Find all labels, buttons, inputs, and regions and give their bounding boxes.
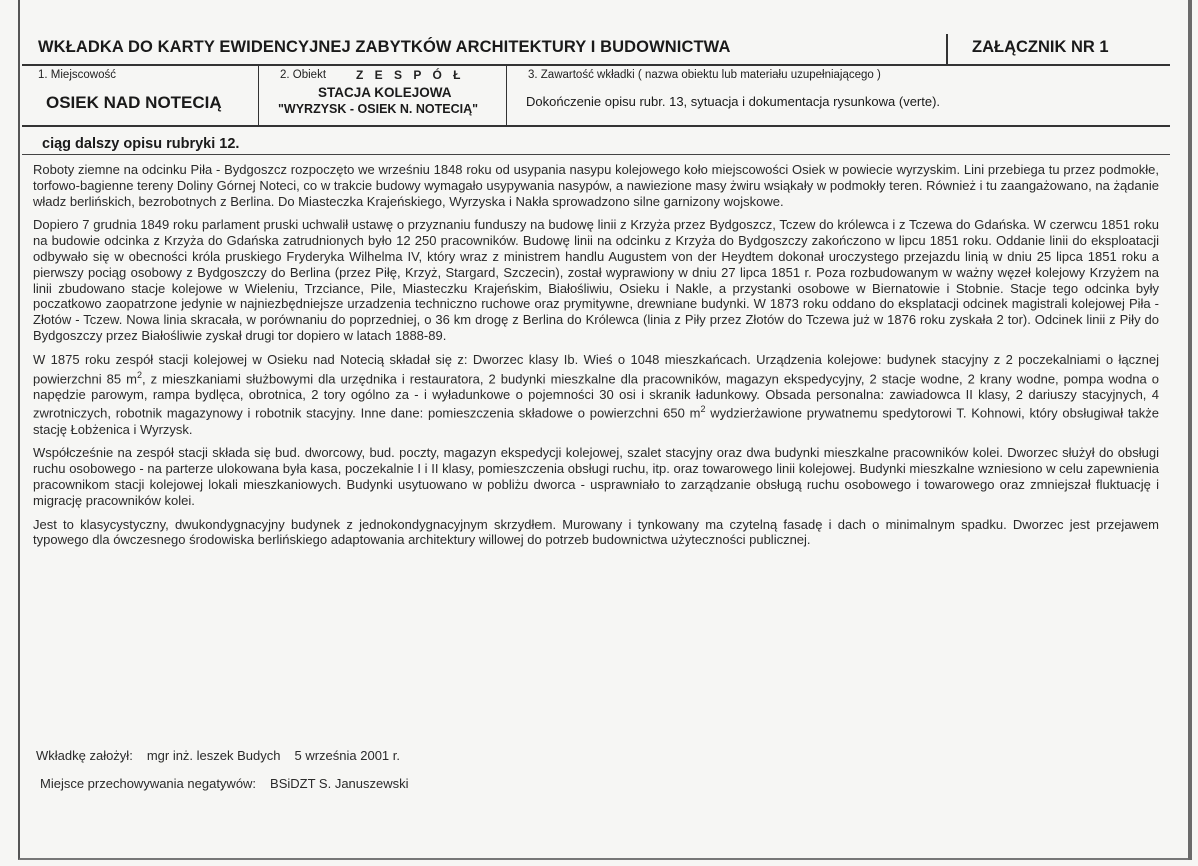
locality-label: 1. Miejscowość — [38, 69, 116, 81]
author-name: mgr inż. leszek Budych — [146, 748, 281, 763]
storage-line — [40, 776, 409, 791]
card-header — [22, 34, 1170, 66]
continuation-heading: ciąg dalszy opisu rubryki 12. — [42, 136, 240, 152]
paragraph-2: Dopiero 7 grudnia 1849 roku parlament pruski uchwalił ustawę o przyznaniu funduszy na budowę linii z Krzyża przez Bydgoszcz, Tczew do królewca i z Tczewa do Gdańska. W czerwcu 1851 roku na budowie odcinka z Krzyża do Gdańska zatrudnionych było 12 250 pracowników. Budowę linii na odcinku z Krzyża do Bydgoszczy zakończono w lipcu 1851 roku. Oddanie linii do eksploatacji odbywało się w obecności króla pruskiego Fryderyka Wilhelma IV, który wraz z ministrem handlu Augustem von der Heydtem dokonał uroczystego przejazdu linią w dniu 25 lipca 1851 roku a pierwszy pociąg osobowy z Bydgoszczy do Berlina (przez Piłę, Krzyż, Stargard, Szczecin), został wyprawiony w dniu 27 lipca 1851 r. Poza rozbudowanym w ważny węzeł kolejowy Krzyżem na linii zbudowano stacje kolejowe w Wieleniu, Trzciance, Pile, Miasteczku Krajeńskim, Białośliwiu, Osieku i Nakle, a przystanki osobowe w Biernatowie i Stobnie. Stacje tego odcinka były poczatkowo zaopatrzone jedynie w najniezbędniejsze urzadzenia techniczno ruchowe oraz prymitywne, drewniane budynki. W 1873 roku oddano do eksplatacji odcinek magistrali kolejowej Piła - Złotów - Tczew. Nowa linia skracała, w porównaniu do poprzedniej, o 36 km drogę z Berlina do Królewca (linia z Piły przez Złotów do Tczewa już w 1876 roku zyskała 2 tor). Odcinek linii z Piły do Bydgoszczy przez Białośliwie zyskał drugi tor dopiero w latach 1888-89. — [33, 217, 1159, 343]
card-fields — [22, 65, 1170, 127]
superscript-2: 2 — [136, 369, 142, 380]
locality-value: OSIEK NAD NOTECIĄ — [46, 93, 222, 112]
annex-label: ZAŁĄCZNIK NR 1 — [972, 38, 1109, 56]
object-value-line2: STACJA KOLEJOWA — [318, 85, 452, 100]
paragraph-5: Jest to klasycystyczny, dwukondygnacyjny budynek z jednokondygnacyjnym skrzydłem. Murowany i tynkowany ma czytelną fasadę i dach o minimalnym spadku. Dworzec jest przejawem typowego dla ówczesnego środowiska berlińskiego adaptowania architektury willowej do potrzeb budownictwa użyteczności publicznej. — [33, 516, 1159, 548]
card-title: WKŁADKA DO KARTY EWIDENCYJNEJ ZABYTKÓW ARCHITEKTURY I BUDOWNICTWA — [38, 38, 731, 56]
contents-label: 3. Zawartość wkładki ( nazwa obiektu lub materiału uzupełniającego ) — [528, 69, 881, 81]
field-divider — [506, 65, 507, 125]
storage-value: BSiDZT S. Januszewski — [270, 776, 409, 791]
contents-value: Dokończenie opisu rubr. 13, sytuacja i dokumentacja rysunkowa (verte). — [526, 94, 941, 109]
object-value-line3: "WYRZYSK - OSIEK N. NOTECIĄ" — [278, 102, 479, 116]
object-label: 2. Obiekt — [280, 69, 327, 81]
description-body — [33, 162, 1159, 556]
header-divider — [946, 34, 948, 65]
paragraph-3-part-c: wydzierżawione prywatnemu spedytorowi T. Kohnowi, który obsługiwał także stację Łobżenica i Wyrzysk. — [33, 405, 1159, 437]
paragraph-3-part-a: W 1875 roku zespół stacji kolejowej w Osieku nad Notecią składał się z: Dworzec klasy Ib. Wieś o 1048 mieszkańcach. Urządzenia kolejowe: budynek stacyjny z 2 poczekalniami o łącznej powierzchni 85 m — [33, 351, 1159, 386]
superscript-2: 2 — [700, 404, 706, 415]
author-label: Wkładkę założył: — [36, 748, 133, 763]
author-line — [36, 748, 400, 763]
paragraph-3-part-b: , z mieszkaniami służbowymi dla urzędnika i restauratora, 2 budynki mieszkalne dla pracowników, magazyn ekspedycyjny, 2 stacje wodne, 2 krany wodne, pompa wodna o napędzie parowym, rampa bydlęca, obrotnica, 2 tory ogólno za - i wyładunkowe o pojemności 30 osi i skranik ładunkowy. Obsada personalna: zawiadowca II klasy, 2 dariuszy stacyjnych, 4 zwrotniczych, robotnik magazynowy i robotnik stacyjny. Inne dane: pomieszczenia składowe o powierzchni 650 m — [33, 370, 1160, 421]
paragraph-1: Roboty ziemne na odcinku Piła - Bydgoszcz rozpoczęto we wrześniu 1848 roku od usypania nasypu kolejowego koło miejscowości Osiek w powiecie wyrzyskim. Lini przebiega tu przez podmokłe, torfowo-bagienne tereny Doliny Górnej Noteci, co w trakcie budowy wymagało usypywania nasypów, a nawiezione masy żwiru wsiąkały w podmokły teren. Również i tu zaangażowano, na żądanie władz berlińskich, bezrobotnych z Berlina. Do Miasteczka Krajeńskiego, Wyrzyska i Nakła sprowadzono silne garnizony wojskowe. — [33, 162, 1159, 209]
author-date: 5 września 2001 r. — [294, 748, 400, 763]
paragraph-3 — [33, 352, 1159, 438]
storage-label: Miejsce przechowywania negatywów: — [40, 776, 257, 791]
object-value-line1: Z E S P Ó Ł — [356, 68, 465, 82]
field-divider — [258, 65, 259, 125]
scan-edge — [1188, 0, 1192, 860]
heading-rule — [22, 154, 1170, 155]
paragraph-4: Współcześnie na zespół stacji składa się bud. dworcowy, bud. poczty, magazyn ekspedycji kolejowej, szalet stacyjny oraz dwa budynki mieszkalne pracowników kolei. Dworzec służył do obsługi ruchu osobowego - na parterze ulokowana była kasa, poczekalnie I i II klasy, pomieszczenia obsługi ruchu, itp. oraz towarowego linii kolejowej. Budynki mieszkalne wzniesiono w celu zapewnienia pracownikom stacji kolejowej lokali mieszkaniowych. Budynki usytuowano w pobliżu dworca - usprawniało to zarządzanie obsługą ruchu osobowego i towarowego oraz zmniejszał fluktuację i migrację pracowników kolei. — [33, 445, 1159, 508]
